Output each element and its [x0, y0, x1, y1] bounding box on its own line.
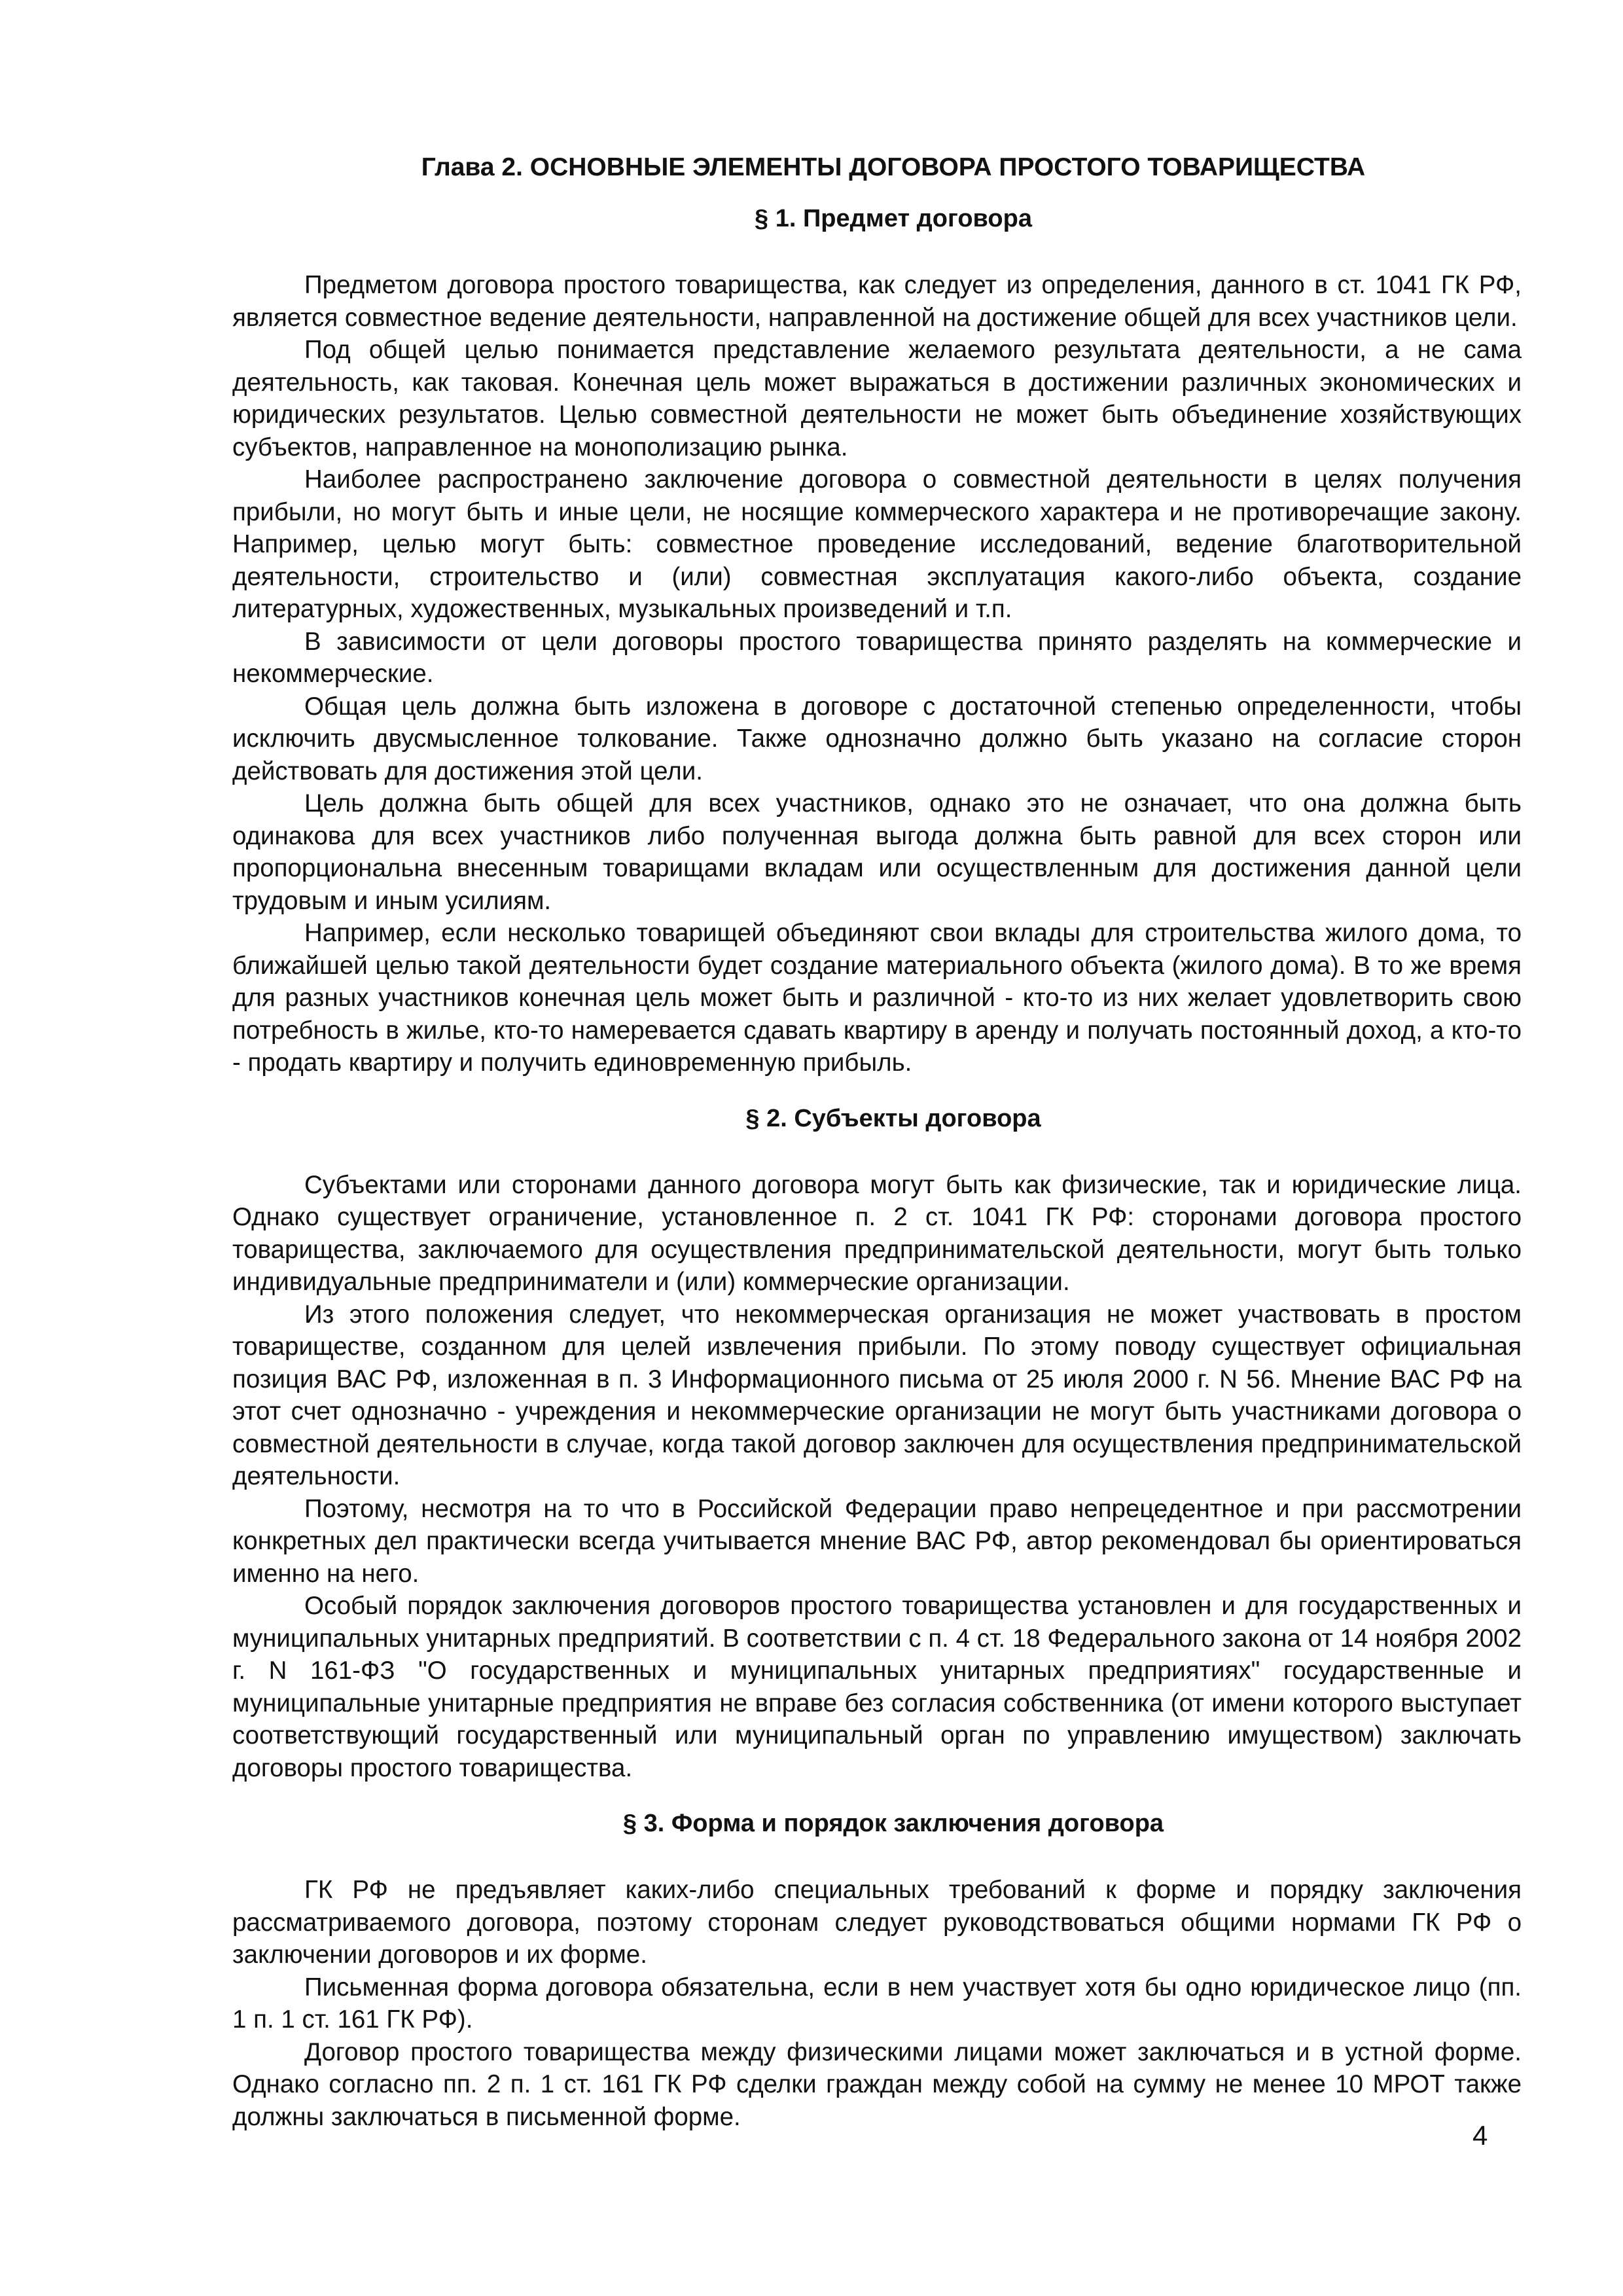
section-1-paragraph-2: Под общей целью понимается представление желаемого результата деятельности, а не сама деятельность, как таковая. Конечная цель может выражаться в достижении различных экономических и юридических результатов. Целью совместной деятельности не может быть объединение хозяйствующих субъектов, направленное на монополизацию рынка. [232, 336, 1522, 461]
section-3-paragraph-3: Договор простого товарищества между физическими лицами может заключаться и в устной форме. Однако согласно пп. 2 п. 1 ст. 161 ГК РФ сделки граждан между собой на сумму не менее 10 МРОТ также должны заключаться в письменной форме. [232, 2037, 1522, 2131]
chapter-title: Глава 2. ОСНОВНЫЕ ЭЛЕМЕНТЫ ДОГОВОРА ПРОСТОГО ТОВАРИЩЕСТВА [421, 153, 1366, 181]
section-2-paragraph-3: Поэтому, несмотря на то что в Российской Федерации право непрецедентное и при рассмотрении конкретных дел практически всегда учитывается мнение ВАС РФ, автор рекомендовал бы ориентироваться именно на него. [232, 1494, 1522, 1588]
section-1-paragraph-7: Например, если несколько товарищей объединяют свои вклады для строительства жилого дома, то ближайшей целью такой деятельности будет создание материального объекта (жилого дома). В то же время для разных участников конечная цель может быть и различной - кто-то из них желает удовлетворить свою потребность в жилье, кто-то намеревается сдавать квартиру в аренду и получать постоянный доход, а кто-то - продать квартиру и получить единовременную прибыль. [232, 919, 1522, 1077]
section-2 [232, 1102, 1522, 1785]
section-1 [232, 202, 1522, 1079]
section-2-paragraph-1: Субъектами или сторонами данного договора могут быть как физические, так и юридические лица. Однако существует ограничение, установленное п. 2 ст. 1041 ГК РФ: сторонами договора простого товарищества, заключаемого для осуществления предпринимательской деятельности, могут быть только индивидуальные предприниматели и (или) коммерческие организации. [232, 1170, 1522, 1296]
section-1-paragraph-3: Наиболее распространено заключение договора о совместной деятельности в целях получения прибыли, но могут быть и иные цели, не носящие коммерческого характера и не противоречащие закону. Например, целью могут быть: совместное проведение исследований, ведение благотворительной деятельности, строительство и (или) совместная эксплуатация какого-либо объекта, создание литературных, художественных, музыкальных произведений и т.п. [232, 465, 1522, 623]
section-2-title: § 2. Субъекты договора [745, 1104, 1041, 1132]
section-1-paragraph-6: Цель должна быть общей для всех участников, однако это не означает, что она должна быть одинакова для всех участников либо полученная выгода должна быть равной для всех сторон или пропорциональна внесенным товарищами вкладам или осуществленным для достижения данной цели трудовым и иным усилиям. [232, 789, 1522, 915]
page-number: 4 [1472, 2120, 1488, 2151]
section-3-paragraph-1: ГК РФ не предъявляет каких-либо специальных требований к форме и порядку заключения рассматриваемого договора, поэтому сторонам следует руководствоваться общими нормами ГК РФ о заключении договоров и их форме. [232, 1876, 1522, 1969]
section-2-paragraph-2: Из этого положения следует, что некоммерческая организация не может участвовать в простом товариществе, созданном для целей извлечения прибыли. По этому поводу существует официальная позиция ВАС РФ, изложенная в п. 3 Информационного письма от 25 июля 2000 г. N 56. Мнение ВАС РФ на этот счет однозначно - учреждения и некоммерческие организации не могут быть участниками договора о совместной деятельности в случае, когда такой договор заключен для осуществления предпринимательской деятельности. [232, 1300, 1522, 1490]
section-3 [232, 1807, 1522, 2133]
page-content [232, 149, 1522, 2133]
section-3-title: § 3. Форма и порядок заключения договора [622, 1810, 1164, 1837]
section-1-paragraph-4: В зависимости от цели договоры простого товарищества принято разделять на коммерческие и некоммерческие. [232, 627, 1522, 688]
section-1-paragraph-5: Общая цель должна быть изложена в договоре с достаточной степенью определенности, чтобы исключить двусмысленное толкование. Также однозначно должно быть указано на согласие сторон действовать для достижения этой цели. [232, 692, 1522, 785]
section-3-paragraph-2: Письменная форма договора обязательна, если в нем участвует хотя бы одно юридическое лицо (пп. 1 п. 1 ст. 161 ГК РФ). [232, 1973, 1522, 2034]
section-2-paragraph-4: Особый порядок заключения договоров простого товарищества установлен и для государственных и муниципальных унитарных предприятий. В соответствии с п. 4 ст. 18 Федерального закона от 14 ноября 2002 г. N 161-ФЗ "О государственных и муниципальных унитарных предприятиях" государственные и муниципальные унитарные предприятия не вправе без согласия собственника (от имени которого выступает соответствующий государственный или муниципальный орган по управлению имуществом) заключать договоры простого товарищества. [232, 1592, 1522, 1782]
section-1-title: § 1. Предмет договора [755, 205, 1032, 232]
section-1-paragraph-1: Предметом договора простого товарищества, как следует из определения, данного в ст. 1041 ГК РФ, является совместное ведение деятельности, направленной на достижение общей для всех участников цели. [232, 271, 1522, 332]
